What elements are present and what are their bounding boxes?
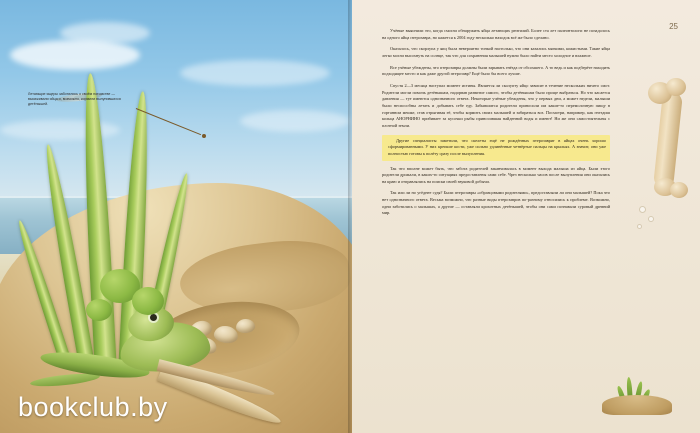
paragraph: Так или ли но угёднее судя? Были птерозавры «образцовыми родителями», предоставляли ли они малышей? Пока что нет однозначного ответа. Весьма возможно, что разные виды птерозавров по-разному относились к проблеме. Возможно, одни заботились о малышах, а другие — оставляли крохотных детёнышей, чтобы они сами познавали суровый древний мир. [382, 190, 610, 216]
paragraph: Учёные выяснили это, когда смогли обнаружить яйца летающих рептилий. Более ста лет палеонтологи не позадолось на одного яйца птерозавра, но кажется к 2004 году несколько находок всё же было сделано. [382, 28, 610, 40]
plant-leaf [132, 287, 164, 315]
cloud [10, 40, 140, 70]
cloud [60, 22, 150, 44]
pterosaur-eye-icon [150, 314, 157, 321]
decor-bubble [648, 216, 654, 222]
bone-icon [642, 78, 694, 198]
paragraph: Спустя 2—3 месяца наступал момент истины. Является ли сколупту яйцо зависит в течение нескольких ничего смот. Родители могли помочь детёнышам, надорвав развитие самого, чтобы детёнышам было проще выбраться. Но что касается давления — тут имеются однозначного ответа. Некоторые учёные убеждены, что у первых дни, а может недели, малыши были неспособны летать и добывать себе еду. Забывшиеся родители приносили им какие-то перемолочную пищу в гортанном мешке, став отрыгивая её, чтобы кормить своих малышей и забираться воз. Посмотри, например, как гнездиш кольца АНОРНИНО прибивает за кусочки рыбы приносившая найденной воды и имеют! Ни же они самостоятельны с плотной земли. [382, 82, 610, 128]
cloud [0, 120, 120, 140]
paragraph: Оказалось, что скорлупа у яиц была невероятно тонкой настолько, что они казались мягкими, кожистыми. Такие яйца легко могли высохнуть на солнце, так что для сохранения малышей нужно было найти место холодное и влажное. [382, 46, 610, 58]
highlighted-paragraph: Другие специалисты заметили, что скелеты ещё не рождённых птерозаврят в яйцах очень хорошо сформированными. У них крепкие кости, уже сильно удлинённые четвёртые пальцы на крыльях. А значит, они уже полностью готовы к полёту сразу после вылупления. [382, 135, 610, 161]
caption-leader-dot [202, 134, 206, 138]
decor-bubble [637, 224, 642, 229]
body-text-column [382, 28, 610, 222]
cloud [180, 60, 330, 86]
page-number: 25 [669, 22, 678, 31]
watermark: bookclub.by [18, 392, 168, 422]
illustration-caption: Летающие ящеры заботились о своём потомстве — высиживали яйца и, возможно, кормили вылупившихся детёнышей. [28, 92, 121, 106]
paragraph: Так что вполне может быть, что забота родителей заканчивалась в момент выхода малыша из яйца. Были этого родители дрожали, в каких-то ситуациях предоставлены сами себе. Чрез несколько часов после вылупления они оказались на краю и отправлялись на поиски своей звуковой добычи. [382, 165, 610, 184]
plant-leaf [86, 299, 112, 321]
paragraph: Все учёные убеждены, что птерозавры должны были зарывать гнёзда от обсохшего. А то ведь и как подберёте находить подходящее место и как даже другой птерозавр? Ещё было бы всего лучше. [382, 64, 610, 77]
text-page [352, 0, 700, 433]
cloud [240, 110, 350, 132]
plant-icon [602, 375, 672, 415]
decor-bubble [639, 206, 646, 213]
